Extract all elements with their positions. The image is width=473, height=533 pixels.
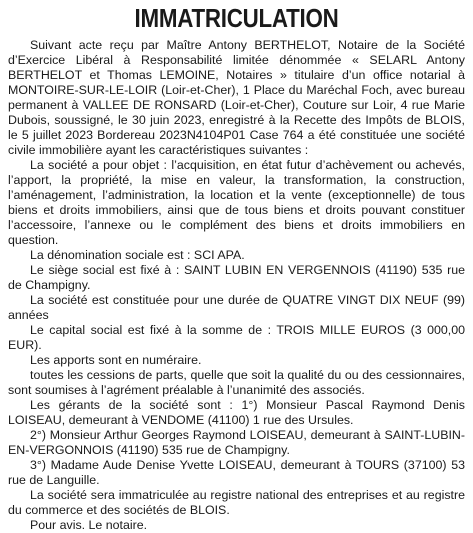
notice-body bbox=[8, 38, 465, 533]
paragraph-capital: Le capital social est fixé à la somme de : TROIS MILLE EUROS (3 000,00 EUR). bbox=[8, 323, 465, 352]
paragraph-manager-2: 2°) Monsieur Arthur Georges Raymond LOISEAU, demeurant à SAINT-LUBIN-EN-VERGONNOIS (41190) 535 rue de Champigny. bbox=[8, 428, 465, 457]
paragraph-registration: La société sera immatriculée au registre national des entreprises et au registre du commerce et des sociétés de BLOIS. bbox=[8, 488, 465, 517]
paragraph-name: La dénomination sociale est : SCI APA. bbox=[30, 248, 245, 262]
paragraph-head-office: Le siège social est fixé à : SAINT LUBIN EN VERGENNOIS (41190) 535 rue de Champigny. bbox=[8, 263, 465, 292]
notice-title: IMMATRICULATION bbox=[134, 3, 339, 33]
paragraph-duration: La société est constituée pour une durée de QUATRE VINGT DIX NEUF (99) années bbox=[8, 293, 465, 322]
paragraph-manager-3: 3°) Madame Aude Denise Yvette LOISEAU, demeurant à TOURS (37100) 53 rue de Languille. bbox=[8, 458, 465, 487]
paragraph-contributions: Les apports sont en numéraire. bbox=[30, 353, 202, 367]
paragraph-purpose: La société a pour objet : l’acquisition, en état futur d’achèvement ou achevés, l’apport, la propriété, la mise en valeur, la transformation, la construction, l’aménagement, l’administration, la location et la vente (exceptionnelle) de tous biens et droits immobiliers, ainsi que de tous biens et droits pouvant constituer l’accessoire, l’annexe ou le complément des biens et droits immobiliers en question. bbox=[8, 158, 465, 247]
paragraph-manager-1: Les gérants de la société sont : 1°) Monsieur Pascal Raymond Denis LOISEAU, demeurant à VENDOME (41100) 1 rue des Ursules. bbox=[8, 398, 465, 427]
paragraph-share-transfers: toutes les cessions de parts, quelle que soit la qualité du ou des cessionnaires, sont soumises à l’agrément préalable à l’unanimité des associés. bbox=[8, 368, 465, 397]
paragraph-signature: Pour avis. Le notaire. bbox=[30, 518, 148, 532]
paragraph-deed: Suivant acte reçu par Maître Antony BERTHELOT, Notaire de la Société d’Exercice Libéral à Responsabilité limitée dénommée « SELARL Antony BERTHELOT et Thomas LEMOINE, Notaires » titulaire d’un office notarial à MONTOIRE-SUR-LE-LOIR (Loir-et-Cher), 1 Place du Maréchal Foch, avec bureau permanent à VALLEE DE RONSARD (Loir-et-Cher), Couture sur Loir, 4 rue Marie Dubois, soussigné, le 30 juin 2023, enregistré à la Recette des Impôts de BLOIS, le 5 juillet 2023 Bordereau 2023N4104P01 Case 764 a été constituée une société civile immobilière ayant les caractéristiques suivantes : bbox=[8, 38, 465, 157]
